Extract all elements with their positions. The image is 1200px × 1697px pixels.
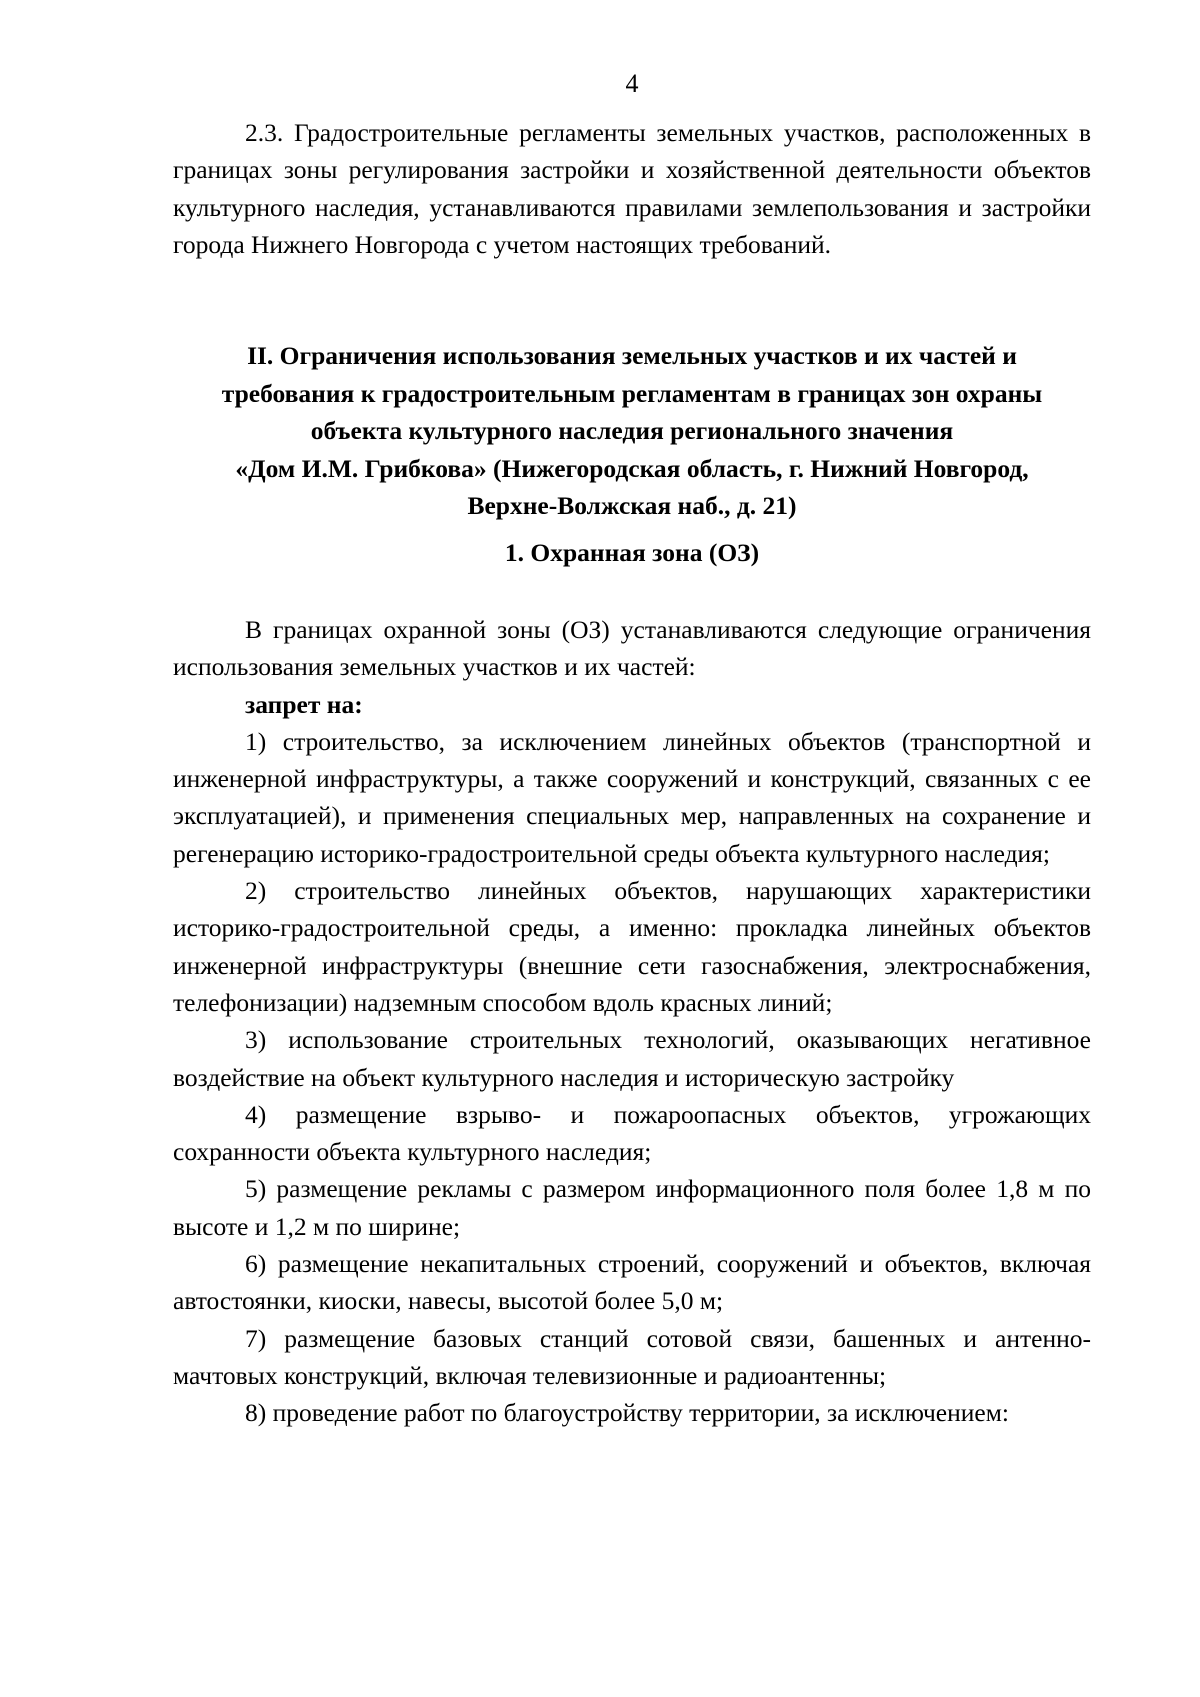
- list-item: 5) размещение рекламы с размером информационного поля более 1,8 м по высоте и 1,2 м по ширине;: [173, 1174, 1091, 1241]
- section-heading-line: II. Ограничения использования земельных участков и их частей и: [247, 341, 1017, 370]
- list-item: 6) размещение некапитальных строений, сооружений и объектов, включая автостоянки, киоски, навесы, высотой более 5,0 м;: [173, 1249, 1091, 1316]
- page-number: 4: [625, 69, 639, 98]
- section-2-3: [173, 114, 1091, 263]
- zone-intro: В границах охранной зоны (ОЗ) устанавливаются следующие ограничения использования земельных участков и их частей:: [173, 615, 1091, 682]
- zone-heading: 1. Охранная зона (ОЗ): [504, 538, 760, 567]
- section-heading-line: требования к градостроительным регламентам в границах зон охраны: [221, 378, 1043, 408]
- section-heading: [150, 337, 1114, 525]
- list-item: 3) использование строительных технологий, оказывающих негативное воздействие на объект культурного наследия и историческую застройку: [173, 1025, 1091, 1092]
- list-item: 4) размещение взрыво- и пожароопасных объектов, угрожающих сохранности объекта культурного наследия;: [173, 1099, 1091, 1167]
- section-heading-line: объекта культурного наследия регионального значения: [310, 416, 954, 445]
- zone-restrictions: [173, 611, 1091, 1432]
- section-heading-line: «Дом И.М. Грибкова» (Нижегородская область, г. Нижний Новгород,: [235, 453, 1029, 483]
- list-item: 2) строительство линейных объектов, нарушающих характеристики историко-градостроительной среды, а именно: прокладка линейных объектов инженерной инфраструктуры (внешние сети газоснабжения, электроснабжения, телефонизации) надземным способом вдоль красных линий;: [173, 876, 1091, 1017]
- paragraph-2-3: 2.3. Градостроительные регламенты земельных участков, расположенных в границах зоны регулирования застройки и хозяйственной деятельности объектов культурного наследия, устанавливаются правилами землепользования и застройки города Нижнего Новгорода с учетом настоящих требований.: [173, 118, 1091, 259]
- list-item: 8) проведение работ по благоустройству территории, за исключением:: [245, 1398, 1009, 1428]
- prohibition-label: запрет на:: [245, 689, 363, 719]
- section-heading-line: Верхне-Волжская наб., д. 21): [467, 491, 797, 520]
- list-item: 1) строительство, за исключением линейных объектов (транспортной и инженерной инфраструктуры, а также сооружений и конструкций, связанных с ее эксплуатацией), и применения специальных мер, направленных на сохранение и регенерацию историко-градостроительной среды объекта культурного наследия;: [173, 726, 1091, 868]
- list-item: 7) размещение базовых станций сотовой связи, башенных и антенно-мачтовых конструкций, включая телевизионные и радиоантенны;: [173, 1323, 1091, 1390]
